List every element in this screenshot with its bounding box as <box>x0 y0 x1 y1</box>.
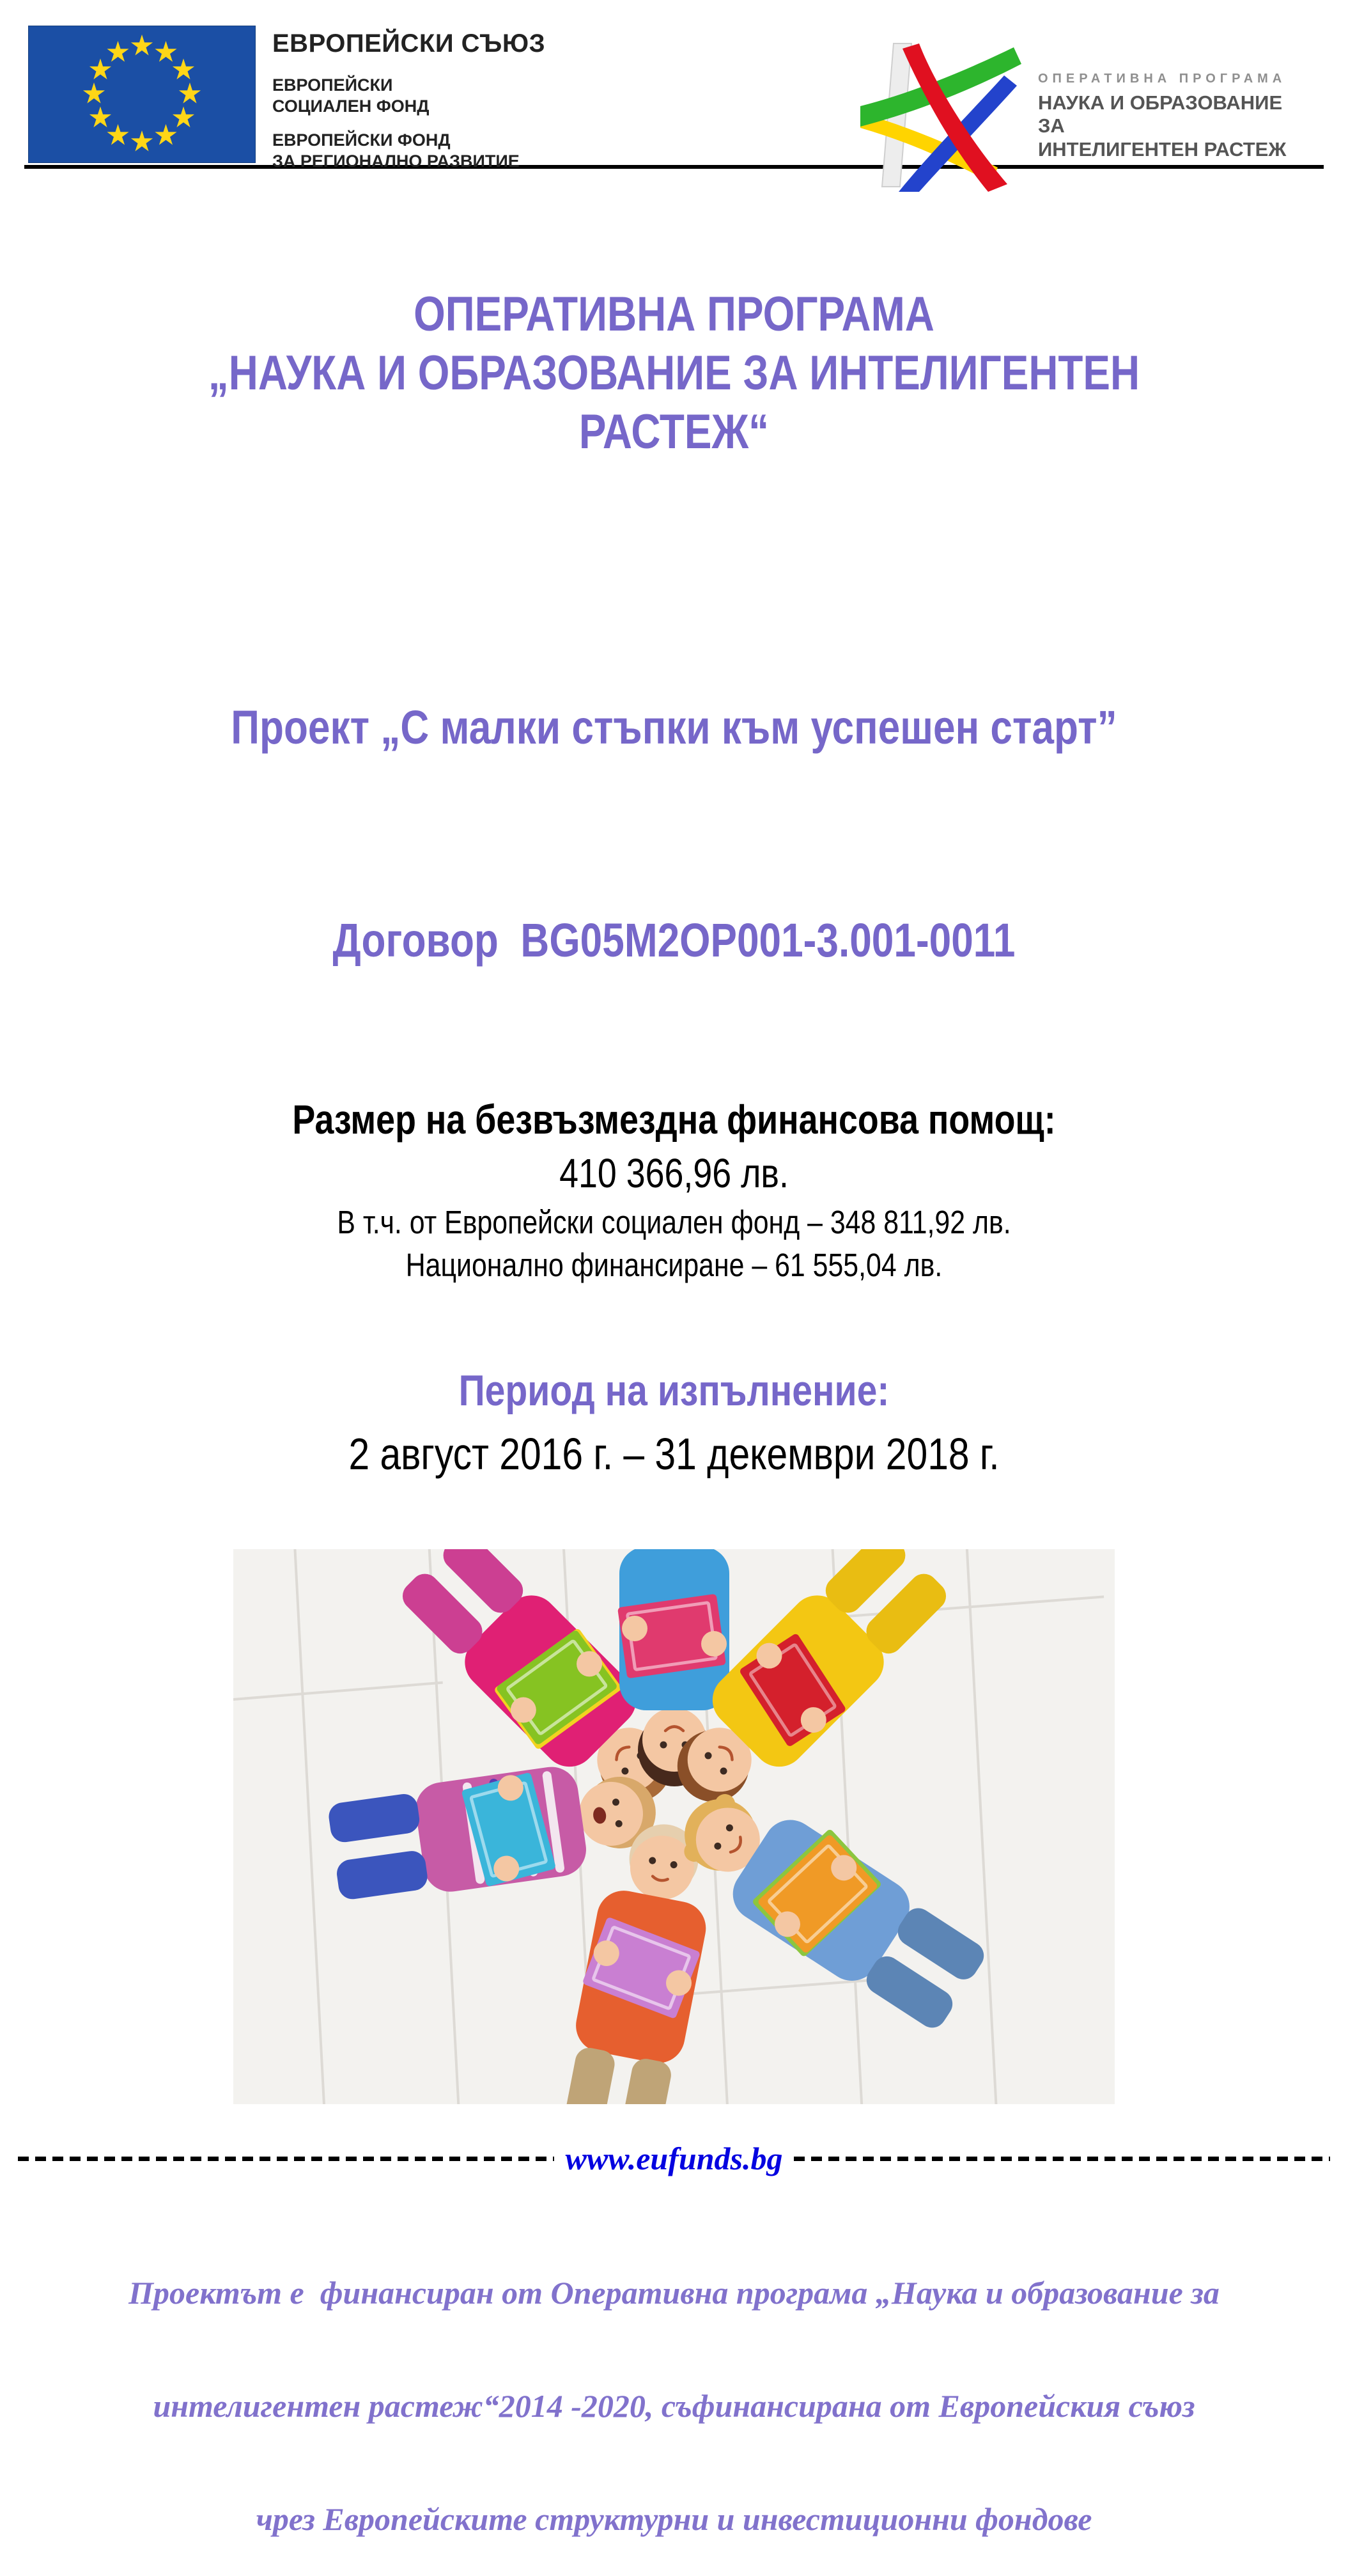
grant-heading: Размер на безвъзмездна финансова помощ: <box>292 1096 1056 1143</box>
children-with-books-photo <box>233 1549 1115 2104</box>
program-title-line1: ОПЕРАТИВНА ПРОГРАМА <box>414 287 934 341</box>
eufunds-link[interactable]: www.eufunds.bg <box>565 2141 783 2177</box>
children-photo-illustration <box>233 1549 1115 2104</box>
grant-esf-amount: В т.ч. от Европейски социален фонд – 348 811,92 лв. <box>337 1203 1011 1240</box>
project-contract-number: Договор BG05M2OP001-3.001-0011 <box>332 913 1016 967</box>
grant-section <box>108 1093 1241 1287</box>
ribbons-logo-icon <box>860 31 1032 192</box>
eu-funds-text <box>272 26 545 172</box>
funding-note-line2: интелигентен растеж“2014 -2020, съфинансирана от Европейския съюз <box>153 2388 1195 2424</box>
program-title <box>108 285 1241 462</box>
erdf-label-line2: ЗА РЕГИОНАЛНО РАЗВИТИЕ <box>272 151 520 171</box>
op-logo-kicker: ОПЕРАТИВНА ПРОГРАМА <box>1038 72 1287 86</box>
eu-union-label: ЕВРОПЕЙСКИ СЪЮЗ <box>272 29 546 58</box>
project-heading <box>108 550 1241 1047</box>
header <box>0 0 1348 171</box>
funding-note-line1: Проектът е финансиран от Оперативна програма „Наука и образование за <box>128 2275 1220 2311</box>
esf-label-line2: СОЦИАЛЕН ФОНД <box>272 96 430 116</box>
esf-label-line1: ЕВРОПЕЙСКИ <box>272 75 393 95</box>
dashed-line-left <box>18 2157 554 2161</box>
funding-note-line3: чрез Европейските структурни и инвестиционни фондове <box>256 2501 1092 2538</box>
eufunds-link-row <box>18 2140 1330 2177</box>
op-logo-name-line1: НАУКА И ОБРАЗОВАНИЕ ЗА <box>1038 91 1283 137</box>
dashed-line-right <box>794 2157 1330 2161</box>
grant-total-amount: 410 366,96 лв. <box>559 1150 789 1197</box>
program-title-line2: „НАУКА И ОБРАЗОВАНИЕ ЗА ИНТЕЛИГЕНТЕН РАСТЕЖ“ <box>208 345 1140 459</box>
eu-flag-icon <box>28 26 256 163</box>
erdf-label-line1: ЕВРОПЕЙСКИ ФОНД <box>272 130 451 150</box>
period-heading: Период на изпълнение: <box>458 1366 890 1416</box>
operational-program-logo <box>860 26 1313 192</box>
operational-program-logo-text <box>1038 26 1313 161</box>
funding-note <box>0 2199 1348 2576</box>
op-logo-name-line2: ИНТЕЛИГЕНТЕН РАСТЕЖ <box>1038 137 1287 160</box>
project-name: Проект „С малки стъпки към успешен старт” <box>231 700 1117 754</box>
period-section <box>108 1362 1241 1488</box>
grant-national-amount: Национално финансиране – 61 555,04 лв. <box>405 1247 943 1284</box>
period-value: 2 август 2016 г. – 31 декември 2018 г. <box>348 1429 1000 1479</box>
